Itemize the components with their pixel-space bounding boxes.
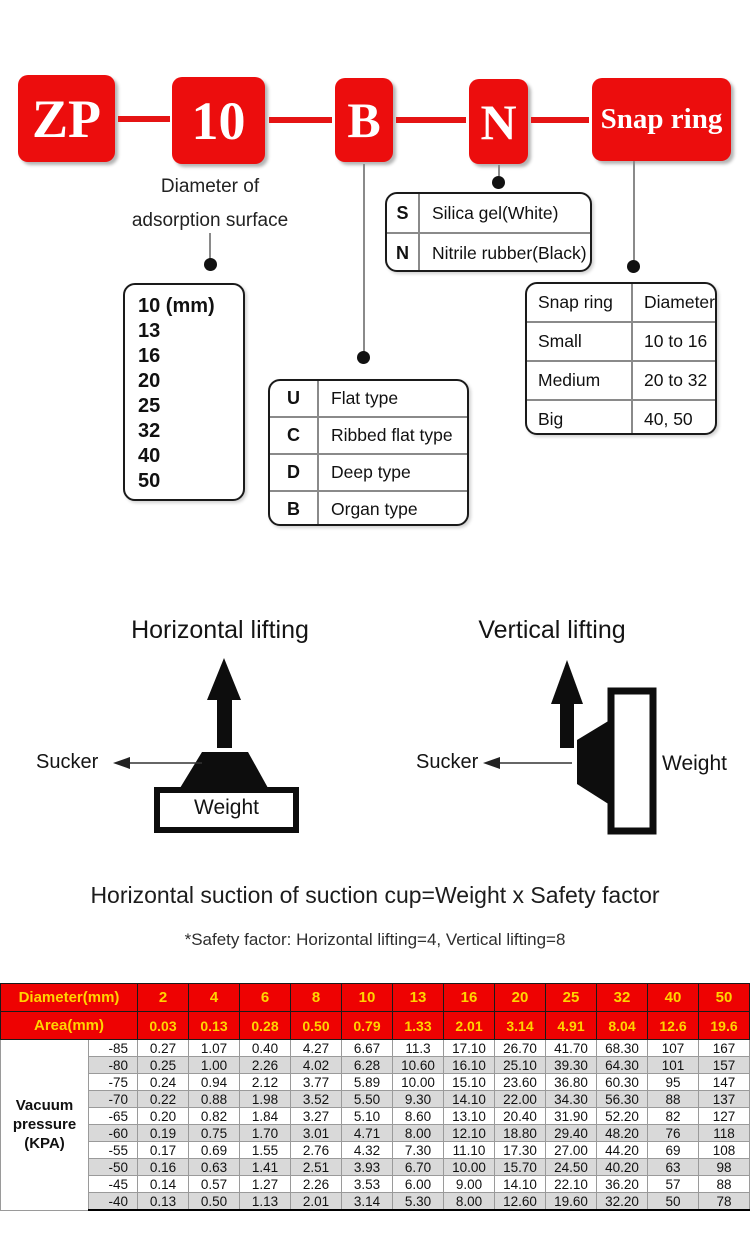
value-cell: 167 bbox=[699, 1040, 750, 1057]
value-cell: 6.00 bbox=[393, 1176, 444, 1193]
connector-dot-icon bbox=[357, 351, 370, 364]
value-cell: 9.30 bbox=[393, 1091, 444, 1108]
value-cell: 5.50 bbox=[342, 1091, 393, 1108]
value-cell: 12.60 bbox=[495, 1193, 546, 1211]
value-cell: 137 bbox=[699, 1091, 750, 1108]
value-cell: 3.27 bbox=[291, 1108, 342, 1125]
value-cell: 95 bbox=[648, 1074, 699, 1091]
value-cell: 29.40 bbox=[546, 1125, 597, 1142]
value-cell: 15.70 bbox=[495, 1159, 546, 1176]
value-cell: 36.80 bbox=[546, 1074, 597, 1091]
value-cell: 19.60 bbox=[546, 1193, 597, 1211]
material-code: S bbox=[387, 194, 420, 232]
sucker-label-horizontal: Sucker bbox=[36, 751, 99, 773]
value-cell: 0.57 bbox=[189, 1176, 240, 1193]
vertical-lifting-title: Vertical lifting bbox=[478, 616, 626, 644]
value-cell: 8.00 bbox=[444, 1193, 495, 1211]
value-cell: 0.63 bbox=[189, 1159, 240, 1176]
diameter-label-line2: adsorption surface bbox=[131, 210, 289, 231]
snap-ring-header-row bbox=[527, 284, 715, 321]
value-cell: 9.00 bbox=[444, 1176, 495, 1193]
value-cell: 48.20 bbox=[597, 1125, 648, 1142]
snap-ring-diameter: 40, 50 bbox=[644, 409, 693, 429]
snap-ring-header: Snap ring bbox=[527, 284, 633, 321]
vacuum-pressure-label-line: Vacuum bbox=[15, 1097, 74, 1115]
table-row bbox=[1, 1074, 750, 1091]
value-cell: 17.30 bbox=[495, 1142, 546, 1159]
suction-force-table bbox=[0, 983, 750, 1211]
value-cell: 24.50 bbox=[546, 1159, 597, 1176]
value-cell: 12.10 bbox=[444, 1125, 495, 1142]
weight-label-vertical: Weight bbox=[662, 752, 727, 775]
value-cell: 14.10 bbox=[444, 1091, 495, 1108]
connector-dot-icon bbox=[492, 176, 505, 189]
value-cell: 10.00 bbox=[393, 1074, 444, 1091]
value-cell: 20.40 bbox=[495, 1108, 546, 1125]
table-row bbox=[1, 1142, 750, 1159]
table-row bbox=[1, 1091, 750, 1108]
value-cell: 10.60 bbox=[393, 1057, 444, 1074]
value-cell: 13.10 bbox=[444, 1108, 495, 1125]
value-cell: 3.01 bbox=[291, 1125, 342, 1142]
value-cell: 25.10 bbox=[495, 1057, 546, 1074]
pressure-cell: -80 bbox=[89, 1057, 138, 1074]
sucker-shape bbox=[577, 720, 610, 805]
value-cell: 4.27 bbox=[291, 1040, 342, 1057]
type-code: C bbox=[270, 418, 319, 453]
value-cell: 7.30 bbox=[393, 1142, 444, 1159]
value-cell: 40.20 bbox=[597, 1159, 648, 1176]
type-desc: Flat type bbox=[331, 388, 399, 408]
value-cell: 14.10 bbox=[495, 1176, 546, 1193]
value-cell: 2.51 bbox=[291, 1159, 342, 1176]
value-cell: 82 bbox=[648, 1108, 699, 1125]
material-code: N bbox=[387, 234, 420, 272]
value-cell: 56.30 bbox=[597, 1091, 648, 1108]
material-desc: Silica gel(White) bbox=[432, 202, 559, 223]
value-cell: 1.70 bbox=[240, 1125, 291, 1142]
diameter-col-header: 40 bbox=[648, 984, 699, 1012]
value-cell: 69 bbox=[648, 1142, 699, 1159]
snap-ring-row bbox=[527, 321, 715, 360]
value-cell: 4.71 bbox=[342, 1125, 393, 1142]
table-row bbox=[1, 1057, 750, 1074]
diameter-col-header: 50 bbox=[699, 984, 750, 1012]
snap-ring-row bbox=[527, 360, 715, 399]
snap-ring-header: Diameter bbox=[644, 292, 715, 312]
vacuum-pressure-label bbox=[1, 1040, 89, 1211]
value-cell: 5.10 bbox=[342, 1108, 393, 1125]
up-arrow-icon bbox=[551, 660, 583, 704]
value-cell: 1.00 bbox=[189, 1057, 240, 1074]
value-cell: 11.10 bbox=[444, 1142, 495, 1159]
value-cell: 0.22 bbox=[138, 1091, 189, 1108]
value-cell: 1.07 bbox=[189, 1040, 240, 1057]
type-row bbox=[270, 490, 467, 526]
material-row bbox=[387, 232, 590, 272]
value-cell: 0.24 bbox=[138, 1074, 189, 1091]
code-dash-icon bbox=[118, 116, 170, 122]
connector-line bbox=[498, 165, 500, 176]
value-cell: 1.41 bbox=[240, 1159, 291, 1176]
value-cell: 3.77 bbox=[291, 1074, 342, 1091]
snap-ring-size: Big bbox=[527, 401, 633, 435]
left-arrow-icon bbox=[113, 757, 130, 769]
type-row bbox=[270, 416, 467, 453]
value-cell: 23.60 bbox=[495, 1074, 546, 1091]
pressure-cell: -75 bbox=[89, 1074, 138, 1091]
value-cell: 3.52 bbox=[291, 1091, 342, 1108]
area-cell: 4.91 bbox=[546, 1012, 597, 1040]
value-cell: 0.69 bbox=[189, 1142, 240, 1159]
value-cell: 0.16 bbox=[138, 1159, 189, 1176]
connector-dot-icon bbox=[204, 258, 217, 271]
weight-label-horizontal: Weight bbox=[194, 796, 259, 819]
vacuum-pressure-label-line: (KPA) bbox=[24, 1135, 65, 1153]
diameter-option: 13 bbox=[138, 320, 161, 342]
value-cell: 0.13 bbox=[138, 1193, 189, 1211]
diameter-col-header: 4 bbox=[189, 984, 240, 1012]
value-cell: 27.00 bbox=[546, 1142, 597, 1159]
value-cell: 6.70 bbox=[393, 1159, 444, 1176]
value-cell: 98 bbox=[699, 1159, 750, 1176]
value-cell: 157 bbox=[699, 1057, 750, 1074]
vertical-lifting-diagram bbox=[400, 640, 750, 840]
table-row bbox=[1, 1040, 750, 1057]
sucker-shape bbox=[180, 752, 268, 788]
value-cell: 2.01 bbox=[291, 1193, 342, 1211]
value-cell: 0.27 bbox=[138, 1040, 189, 1057]
value-cell: 107 bbox=[648, 1040, 699, 1057]
value-cell: 17.10 bbox=[444, 1040, 495, 1057]
value-cell: 88 bbox=[699, 1176, 750, 1193]
diameter-col-header: 8 bbox=[291, 984, 342, 1012]
value-cell: 5.30 bbox=[393, 1193, 444, 1211]
value-cell: 4.02 bbox=[291, 1057, 342, 1074]
snap-ring-diameter: 10 to 16 bbox=[644, 331, 708, 351]
diameter-option: 40 bbox=[138, 445, 161, 467]
connector-line bbox=[363, 164, 365, 352]
value-cell: 118 bbox=[699, 1125, 750, 1142]
value-cell: 3.53 bbox=[342, 1176, 393, 1193]
code-box-material: N bbox=[469, 79, 528, 164]
type-code: U bbox=[270, 381, 319, 416]
value-cell: 32.20 bbox=[597, 1193, 648, 1211]
value-cell: 34.30 bbox=[546, 1091, 597, 1108]
area-cell: 12.6 bbox=[648, 1012, 699, 1040]
area-cell: 0.79 bbox=[342, 1012, 393, 1040]
table-row bbox=[1, 1193, 750, 1211]
pressure-cell: -65 bbox=[89, 1108, 138, 1125]
connector-dot-icon bbox=[627, 260, 640, 273]
material-table bbox=[385, 192, 592, 272]
diameter-option: 50 bbox=[138, 470, 161, 492]
diameter-col-header: 16 bbox=[444, 984, 495, 1012]
connector-line bbox=[633, 161, 635, 260]
value-cell: 147 bbox=[699, 1074, 750, 1091]
snap-ring-size: Medium bbox=[527, 362, 633, 399]
value-cell: 2.76 bbox=[291, 1142, 342, 1159]
pressure-cell: -60 bbox=[89, 1125, 138, 1142]
value-cell: 4.32 bbox=[342, 1142, 393, 1159]
value-cell: 63 bbox=[648, 1159, 699, 1176]
diameter-col-header: 2 bbox=[138, 984, 189, 1012]
code-box-zp: ZP bbox=[18, 75, 115, 162]
diameter-option: 10 (mm) bbox=[138, 295, 215, 317]
value-cell: 127 bbox=[699, 1108, 750, 1125]
value-cell: 22.10 bbox=[546, 1176, 597, 1193]
value-cell: 1.13 bbox=[240, 1193, 291, 1211]
value-cell: 108 bbox=[699, 1142, 750, 1159]
value-cell: 8.60 bbox=[393, 1108, 444, 1125]
snap-ring-row bbox=[527, 399, 715, 435]
diameter-header: Diameter(mm) bbox=[1, 984, 138, 1012]
type-code: D bbox=[270, 455, 319, 490]
value-cell: 50 bbox=[648, 1193, 699, 1211]
value-cell: 57 bbox=[648, 1176, 699, 1193]
value-cell: 68.30 bbox=[597, 1040, 648, 1057]
horizontal-lifting-title: Horizontal lifting bbox=[131, 616, 309, 644]
value-cell: 2.26 bbox=[291, 1176, 342, 1193]
value-cell: 0.40 bbox=[240, 1040, 291, 1057]
connector-line bbox=[209, 233, 211, 259]
snap-ring-size: Small bbox=[527, 323, 633, 360]
area-cell: 3.14 bbox=[495, 1012, 546, 1040]
area-cell: 1.33 bbox=[393, 1012, 444, 1040]
value-cell: 0.25 bbox=[138, 1057, 189, 1074]
value-cell: 2.12 bbox=[240, 1074, 291, 1091]
value-cell: 0.19 bbox=[138, 1125, 189, 1142]
diameter-col-header: 32 bbox=[597, 984, 648, 1012]
value-cell: 0.94 bbox=[189, 1074, 240, 1091]
type-desc: Organ type bbox=[331, 499, 418, 519]
pressure-cell: -40 bbox=[89, 1193, 138, 1211]
value-cell: 31.90 bbox=[546, 1108, 597, 1125]
area-cell: 0.50 bbox=[291, 1012, 342, 1040]
code-box-type: B bbox=[335, 78, 393, 162]
up-arrow-shaft bbox=[217, 698, 232, 748]
code-dash-icon bbox=[531, 117, 589, 123]
type-table bbox=[268, 379, 469, 526]
area-header: Area(mm) bbox=[1, 1012, 138, 1040]
pressure-cell: -70 bbox=[89, 1091, 138, 1108]
diameter-option: 20 bbox=[138, 370, 161, 392]
value-cell: 41.70 bbox=[546, 1040, 597, 1057]
value-cell: 0.14 bbox=[138, 1176, 189, 1193]
type-desc: Ribbed flat type bbox=[331, 425, 453, 445]
value-cell: 36.20 bbox=[597, 1176, 648, 1193]
value-cell: 6.28 bbox=[342, 1057, 393, 1074]
material-row bbox=[387, 194, 590, 232]
value-cell: 78 bbox=[699, 1193, 750, 1211]
area-cell: 8.04 bbox=[597, 1012, 648, 1040]
value-cell: 15.10 bbox=[444, 1074, 495, 1091]
diameter-col-header: 10 bbox=[342, 984, 393, 1012]
snap-ring-diameter: 20 to 32 bbox=[644, 370, 708, 390]
snap-ring-table bbox=[525, 282, 717, 435]
area-cell: 0.28 bbox=[240, 1012, 291, 1040]
value-cell: 39.30 bbox=[546, 1057, 597, 1074]
type-code: B bbox=[270, 492, 319, 526]
value-cell: 52.20 bbox=[597, 1108, 648, 1125]
table-row bbox=[1, 1176, 750, 1193]
value-cell: 2.26 bbox=[240, 1057, 291, 1074]
value-cell: 76 bbox=[648, 1125, 699, 1142]
vacuum-pressure-label-line: pressure bbox=[12, 1116, 77, 1134]
area-cell: 0.03 bbox=[138, 1012, 189, 1040]
formula-heading: Horizontal suction of suction cup=Weight x Safety factor bbox=[90, 882, 660, 908]
area-cell: 19.6 bbox=[699, 1012, 750, 1040]
value-cell: 0.20 bbox=[138, 1108, 189, 1125]
code-dash-icon bbox=[396, 117, 466, 123]
material-desc: Nitrile rubber(Black) bbox=[432, 242, 587, 263]
value-cell: 5.89 bbox=[342, 1074, 393, 1091]
sucker-label-vertical: Sucker bbox=[416, 751, 479, 773]
pressure-cell: -85 bbox=[89, 1040, 138, 1057]
diameter-col-header: 25 bbox=[546, 984, 597, 1012]
weight-box bbox=[611, 691, 653, 831]
value-cell: 88 bbox=[648, 1091, 699, 1108]
value-cell: 0.17 bbox=[138, 1142, 189, 1159]
value-cell: 11.3 bbox=[393, 1040, 444, 1057]
diameter-option: 16 bbox=[138, 345, 161, 367]
area-cell: 2.01 bbox=[444, 1012, 495, 1040]
value-cell: 16.10 bbox=[444, 1057, 495, 1074]
up-arrow-icon bbox=[207, 658, 241, 700]
type-row bbox=[270, 453, 467, 490]
pressure-cell: -45 bbox=[89, 1176, 138, 1193]
value-cell: 6.67 bbox=[342, 1040, 393, 1057]
value-cell: 10.00 bbox=[444, 1159, 495, 1176]
value-cell: 22.00 bbox=[495, 1091, 546, 1108]
pressure-cell: -55 bbox=[89, 1142, 138, 1159]
diameter-col-header: 20 bbox=[495, 984, 546, 1012]
table-row bbox=[1, 1125, 750, 1142]
value-cell: 26.70 bbox=[495, 1040, 546, 1057]
value-cell: 44.20 bbox=[597, 1142, 648, 1159]
value-cell: 64.30 bbox=[597, 1057, 648, 1074]
value-cell: 0.75 bbox=[189, 1125, 240, 1142]
value-cell: 0.88 bbox=[189, 1091, 240, 1108]
value-cell: 1.55 bbox=[240, 1142, 291, 1159]
diameter-options-box bbox=[123, 283, 245, 501]
diameter-label bbox=[110, 170, 310, 238]
value-cell: 0.82 bbox=[189, 1108, 240, 1125]
value-cell: 1.84 bbox=[240, 1108, 291, 1125]
table-row bbox=[1, 1108, 750, 1125]
value-cell: 101 bbox=[648, 1057, 699, 1074]
diameter-option: 32 bbox=[138, 420, 161, 442]
up-arrow-shaft bbox=[560, 702, 574, 748]
value-cell: 18.80 bbox=[495, 1125, 546, 1142]
type-desc: Deep type bbox=[331, 462, 411, 482]
value-cell: 1.98 bbox=[240, 1091, 291, 1108]
pressure-cell: -50 bbox=[89, 1159, 138, 1176]
value-cell: 8.00 bbox=[393, 1125, 444, 1142]
diameter-option: 25 bbox=[138, 395, 161, 417]
value-cell: 3.14 bbox=[342, 1193, 393, 1211]
value-cell: 1.27 bbox=[240, 1176, 291, 1193]
diameter-col-header: 13 bbox=[393, 984, 444, 1012]
area-cell: 0.13 bbox=[189, 1012, 240, 1040]
code-dash-icon bbox=[269, 117, 332, 123]
table-row bbox=[1, 1159, 750, 1176]
diameter-label-line1: Diameter of bbox=[160, 176, 260, 197]
value-cell: 60.30 bbox=[597, 1074, 648, 1091]
type-row bbox=[270, 381, 467, 416]
safety-factor-note: *Safety factor: Horizontal lifting=4, Vertical lifting=8 bbox=[184, 930, 566, 949]
value-cell: 0.50 bbox=[189, 1193, 240, 1211]
diameter-col-header: 6 bbox=[240, 984, 291, 1012]
code-box-diameter: 10 bbox=[172, 77, 265, 164]
value-cell: 3.93 bbox=[342, 1159, 393, 1176]
code-box-snap-ring: Snap ring bbox=[592, 78, 731, 161]
